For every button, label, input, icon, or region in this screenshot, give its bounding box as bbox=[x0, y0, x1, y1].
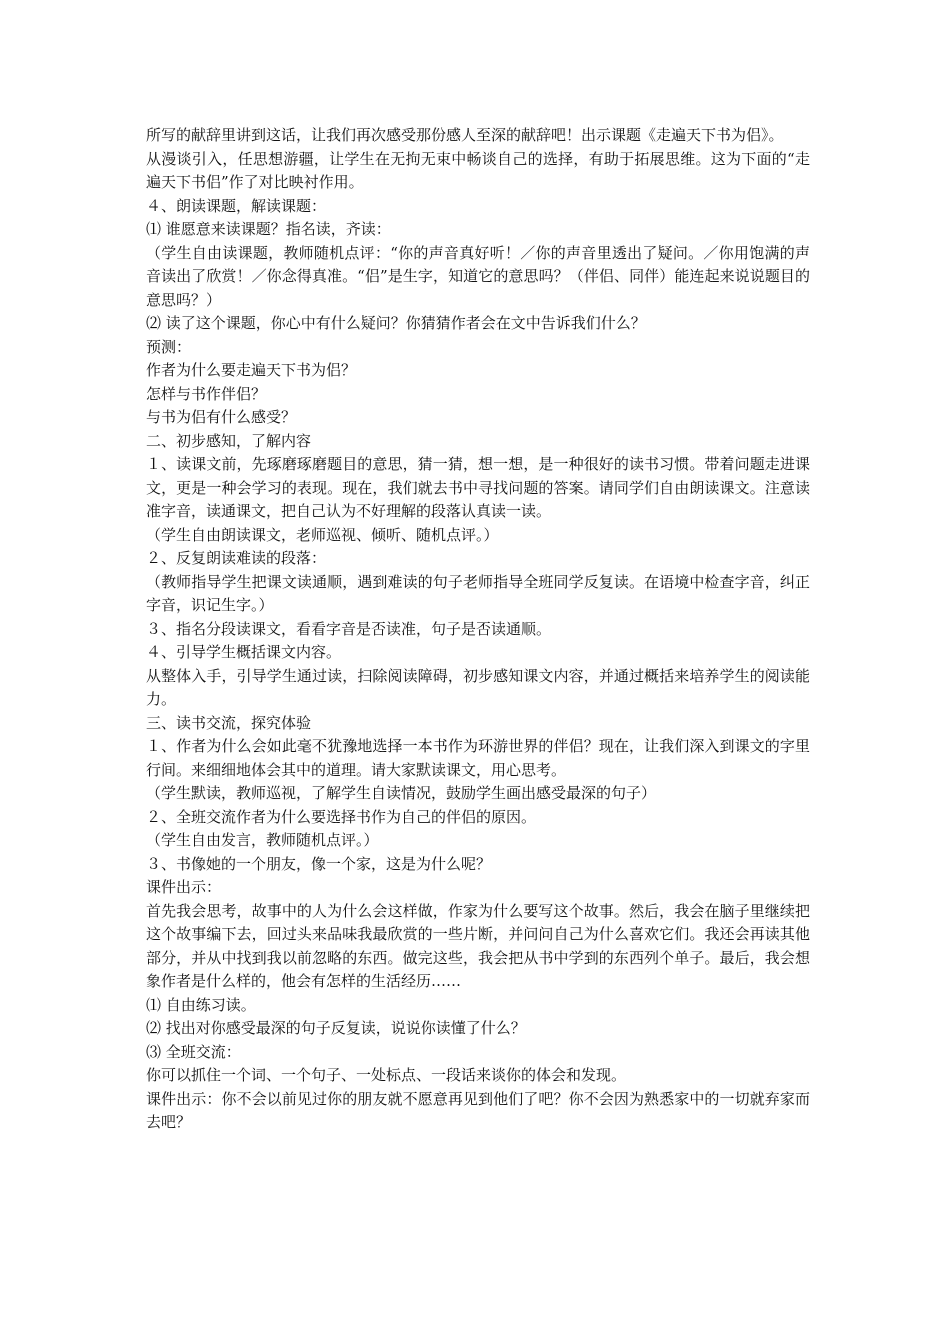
paragraph: 所写的献辞里讲到这话，让我们再次感受那份感人至深的献辞吧！出示课题《走遍天下书为侣》。 bbox=[146, 126, 784, 144]
paragraph: 你可以抓住一个词、一个句子、一处标点、一段话来谈你的体会和发现。 bbox=[146, 1066, 627, 1084]
paragraph: （学生自由读课题，教师随机点评：“你的声音真好听！／你的声音里透出了疑问。／你用饱满的声音读出了欣赏！／你念得真准。“侣”是生字，知道它的意思吗？（伴侣、同伴）能连起来说说题目的意思吗？） bbox=[146, 243, 810, 309]
paragraph: 怎样与书作伴侣？ bbox=[146, 384, 267, 403]
paragraph: 预测： bbox=[146, 337, 192, 356]
section-heading: 三、读书交流，探究体验 bbox=[146, 713, 312, 732]
paragraph: ２、全班交流作者为什么要选择书作为自己的伴侣的原因。 bbox=[146, 807, 537, 826]
paragraph: ３、书像她的一个朋友，像一个家，这是为什么呢？ bbox=[146, 854, 492, 873]
paragraph: 课件出示：你不会以前见过你的朋友就不愿意再见到他们了吧？你不会因为熟悉家中的一切就弃家而去吧？ bbox=[146, 1089, 810, 1131]
paragraph: ⑵ 找出对你感受最深的句子反复读，说说你读懂了什么？ bbox=[146, 1019, 526, 1037]
paragraph: 首先我会思考，故事中的人为什么会这样做，作家为什么要写这个故事。然后，我会在脑子里继续把这个故事编下去，回过头来品味我最欣赏的一些片断，并问问自己为什么喜欢它们。我还会再读其他部分，并从中找到我以前忽略的东西。做完这些，我会把从书中学到的东西列个单子。最后，我会想象作者是什么样的，他会有怎样的生活经历…… bbox=[146, 901, 810, 990]
paragraph: （学生默读，教师巡视，了解学生自读情况，鼓励学生画出感受最深的句子） bbox=[146, 784, 657, 802]
paragraph: 从漫谈引入，任思想游疆，让学生在无拘无束中畅谈自己的选择，有助于拓展思维。这为下面的“走遍天下书侣”作了对比映衬作用。 bbox=[146, 149, 810, 191]
paragraph: 与书为侣有什么感受？ bbox=[146, 408, 297, 426]
paragraph: ⑴ 自由练习读。 bbox=[146, 995, 256, 1014]
paragraph: （学生自由发言，教师随机点评。） bbox=[146, 831, 379, 849]
paragraph: ４、引导学生概括课文内容。 bbox=[146, 643, 342, 661]
paragraph: （教师指导学生把课文读通顺，遇到难读的句子老师指导全班同学反复读。在语境中检查字音，纠正字音，识记生字。） bbox=[146, 572, 810, 614]
paragraph: 从整体入手，引导学生通过读，扫除阅读障碍，初步感知课文内容，并通过概括来培养学生的阅读能力。 bbox=[146, 666, 810, 708]
paragraph: 作者为什么要走遍天下书为侣？ bbox=[146, 361, 357, 379]
paragraph: ３、指名分段读课文，看看字音是否读准，句子是否读通顺。 bbox=[146, 619, 552, 638]
paragraph: （学生自由朗读课文，老师巡视、倾听、随机点评。） bbox=[146, 525, 499, 544]
document-body bbox=[146, 124, 810, 1135]
paragraph: １、作者为什么会如此毫不犹豫地选择一本书作为环游世界的伴侣？现在，让我们深入到课文的字里行间。来细细地体会其中的道理。请大家默读课文，用心思考。 bbox=[146, 737, 810, 779]
paragraph: ⑴ 谁愿意来读课题？指名读，齐读： bbox=[146, 220, 391, 238]
paragraph: １、读课文前，先琢磨琢磨题目的意思，猜一猜，想一想，是一种很好的读书习惯。带着问题走进课文，更是一种会学习的表现。现在，我们就去书中寻找问题的答案。请同学们自由朗读课文。注意读准字音，读通课文，把自己认为不好理解的段落认真读一读。 bbox=[146, 455, 810, 520]
section-heading: 二、初步感知，了解内容 bbox=[146, 431, 312, 450]
paragraph: 课件出示： bbox=[146, 878, 222, 896]
paragraph: ４、朗读课题，解读课题： bbox=[146, 196, 327, 215]
paragraph: ⑵ 读了这个课题，你心中有什么疑问？你猜猜作者会在文中告诉我们什么？ bbox=[146, 314, 646, 332]
paragraph: ２、反复朗读难读的段落： bbox=[146, 549, 327, 567]
paragraph: ⑶ 全班交流： bbox=[146, 1042, 241, 1061]
